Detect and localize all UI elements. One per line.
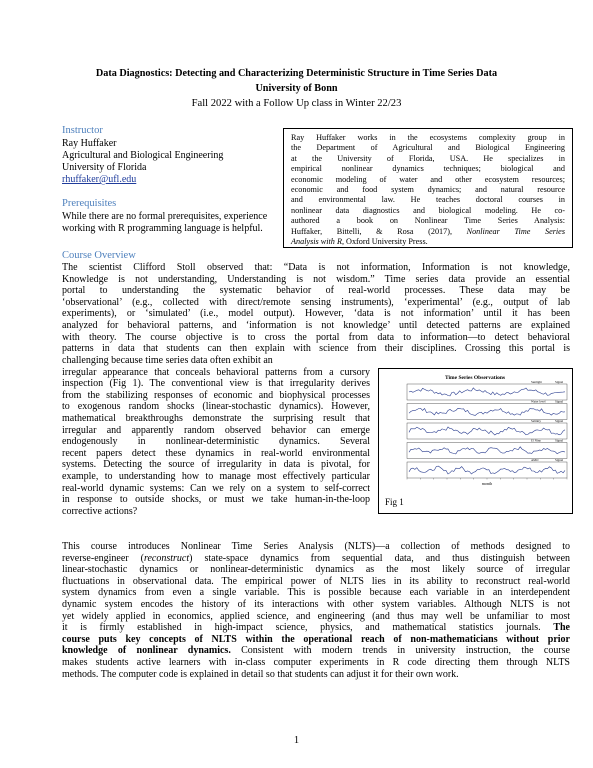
bio-line: Analysis with R, Oxford University Press. [291,237,428,247]
bio-line: the Department of Agricultural and Biological Engineering [291,143,565,153]
nlts-line-bold: course puts key concepts of NLTS within the operational reach of non-mathematicians without prior [62,633,570,645]
bio-line: Huffaker, Bittelli, & Rosa (2017), Nonlinear Time Series [291,226,565,236]
overview-line: The scientist Clifford Stoll observed that: “Data is not information, Information is not knowledge, [62,262,570,273]
overview-line: inspection (Fig 1). The conventional view is that irregularity derives [62,378,370,390]
nlts-line: methods. The computer code is explained in detail so that students can adjust it for their own work. [62,668,459,680]
panel-right-label: Signal [555,399,564,404]
prereq-line: working with R programming language is helpful. [62,222,263,234]
panel-right-label: Signal [555,380,564,385]
instructor-bio-box [283,128,573,248]
overview-line: mathematical breakthroughs demonstrate the surprising result that [62,412,370,424]
nlts-line-bold-end: knowledge of nonlinear dynamics. Consistent with modern trends in university instruction, the course [62,645,570,657]
series-line [409,388,565,396]
panel-right-label: Signal [555,458,564,463]
overview-line: example, to understanding how to manage most effectively particular [62,470,370,482]
time-series-figure [379,369,572,513]
overview-heading: Course Overview [62,250,136,261]
prerequisites-text [62,211,278,234]
panel-left-label: Water level [531,399,546,404]
series-line [409,447,565,454]
overview-line: ‘observational’ (e.g., collected with direct/remote sensing instruments), ‘experimental’ (e.g., output of lab [62,296,570,308]
overview-line: systems. Detecting the source of irregularity in data is pivotal, for [62,459,370,471]
instructor-univ: University of Florida [62,162,147,173]
overview-line: challenging because time series data often exhibit an [62,355,273,366]
page-number: 1 [293,735,300,746]
overview-line: with theory. The course objective is to cross the portal from data to information—to detect behavioral [62,331,570,343]
bio-line: Ray Huffaker works in the ecosystems complexity group in [291,133,565,142]
bio-line: authored a book on Nonlinear Time Series Analysis: [291,216,565,226]
series-line [409,427,565,435]
bio-line: empirical nonlinear dynamics techniques; biological and [291,164,565,174]
panel-frame [407,384,567,400]
overview-line: irregular appearance that conceals behavioral patterns from a cursory [62,366,370,378]
overview-line: irregular and apparently random observed behavior can emerge [62,424,370,436]
overview-line: real-world dynamic systems: Can we rely on a system to self-correct [62,482,370,494]
email-link[interactable]: rhuffaker@ufl.edu [62,174,137,185]
series-line [409,466,565,474]
overview-line: portal to understanding the systematic behavior of real-world processes. These data may be [62,285,570,297]
panel-left-label: AMO [531,458,539,463]
panel-right-label: Signal [555,438,564,443]
nlts-line: dynamic system encodes the history of its interactions with other system variables. Although NLTS is not [62,598,570,610]
bio-line: nonlinear data diagnostics and biological modeling. He co- [291,205,565,215]
nlts-line: fluctuations in observational data. The empirical power of NLTS lies in its ability to reconstruct real-world [62,575,570,587]
nlts-line: This course introduces Nonlinear Time Series Analysis (NLTS)—a collection of methods designed to [62,541,570,552]
overview-line: to exogenous random shocks (linear-stochastic dynamics). However, [62,401,370,413]
nlts-line: system dynamics from even a single variable. This is possible because each variable in an interdependent [62,587,570,599]
instructor-heading: Instructor [62,125,103,136]
prereq-line: While there are no formal prerequisites, experience [62,211,268,222]
panel-left-label: Sunlight [531,380,542,385]
figure-1 [378,368,573,514]
instructor-dept: Agricultural and Biological Engineering [62,150,224,161]
panel-frame [407,423,567,439]
panel-left-label: Salinity [531,419,541,424]
bio-line: economic and food system dynamics; and natural resource [291,185,565,195]
bio-line: economic modeling of water and other ecosystem resources; [291,174,565,184]
overview-line: recent papers detect these dynamics in real-world environmental [62,447,370,459]
institution: University of Bonn [255,83,338,94]
overview-wrap-paragraph [62,355,370,517]
nlts-line: yet widely applied in economics, applied science, and engineering (and thus may well be unfamiliar to most [62,610,570,622]
overview-line: experiments), or ‘simulated’ (i.e., model output). However, ‘data is not information’ until it has been [62,308,570,320]
overview-line: analyzed for behavioral patterns, and ‘information is not knowledge’ until detected patterns are explained [62,319,570,331]
series-line [409,408,565,415]
nlts-line: makes students active learners with in-class computer experiments in R code directing them through NLTS [62,656,570,668]
bio-line: at the University of Florida, USA. He specializes in [291,153,565,163]
prerequisites-heading: Prerequisites [62,198,117,209]
nlts-line: linear-stochastic dynamics or nonlinear-deterministic dynamics as the most likely source of irregular [62,564,570,576]
overview-line: in response to outside shocks, or must we take human-in-the-loop [62,494,370,506]
bio-line: and environmental law. He teaches doctoral courses in [291,195,565,205]
nlts-line-reconstruct: reverse-engineer (reconstruct) state-space dynamics from sequential data, and thus distinguish between [62,552,570,564]
overview-line: from the stabilizing responses of economic and biophysical processes [62,389,370,401]
overview-line: patterns in data that students can then explain with science from their disciplines. Crossing this portal is [62,343,570,355]
nlts-paragraph [62,541,570,680]
overview-line: Knowledge is not understanding, Understanding is not wisdom.” Time series data provide an essential [62,273,570,285]
overview-line: corrective actions? [62,505,138,517]
figure-title: Time Series Observations [444,375,506,381]
nlts-line-bold-start: it is firmly established in high-impact science, physics, and mathematical statistics journals. The [62,622,570,634]
panel-right-label: Signal [555,419,564,424]
figure-caption: Fig 1 [385,497,404,507]
figure-xlabel: month [481,481,493,486]
reconstruct-term: reconstruct [143,552,190,564]
term: Fall 2022 with a Follow Up class in Winter 22/23 [191,98,402,109]
document-title: Data Diagnostics: Detecting and Characterizing Deterministic Structure in Time Series Data [95,68,498,79]
instructor-name: Ray Huffaker [62,138,117,149]
overview-paragraph [62,262,570,355]
overview-line: endogenously in nonlinear-deterministic dynamics. Several [62,436,370,448]
panel-left-label: El Nino [531,438,542,443]
instructor-email[interactable] [62,174,136,186]
